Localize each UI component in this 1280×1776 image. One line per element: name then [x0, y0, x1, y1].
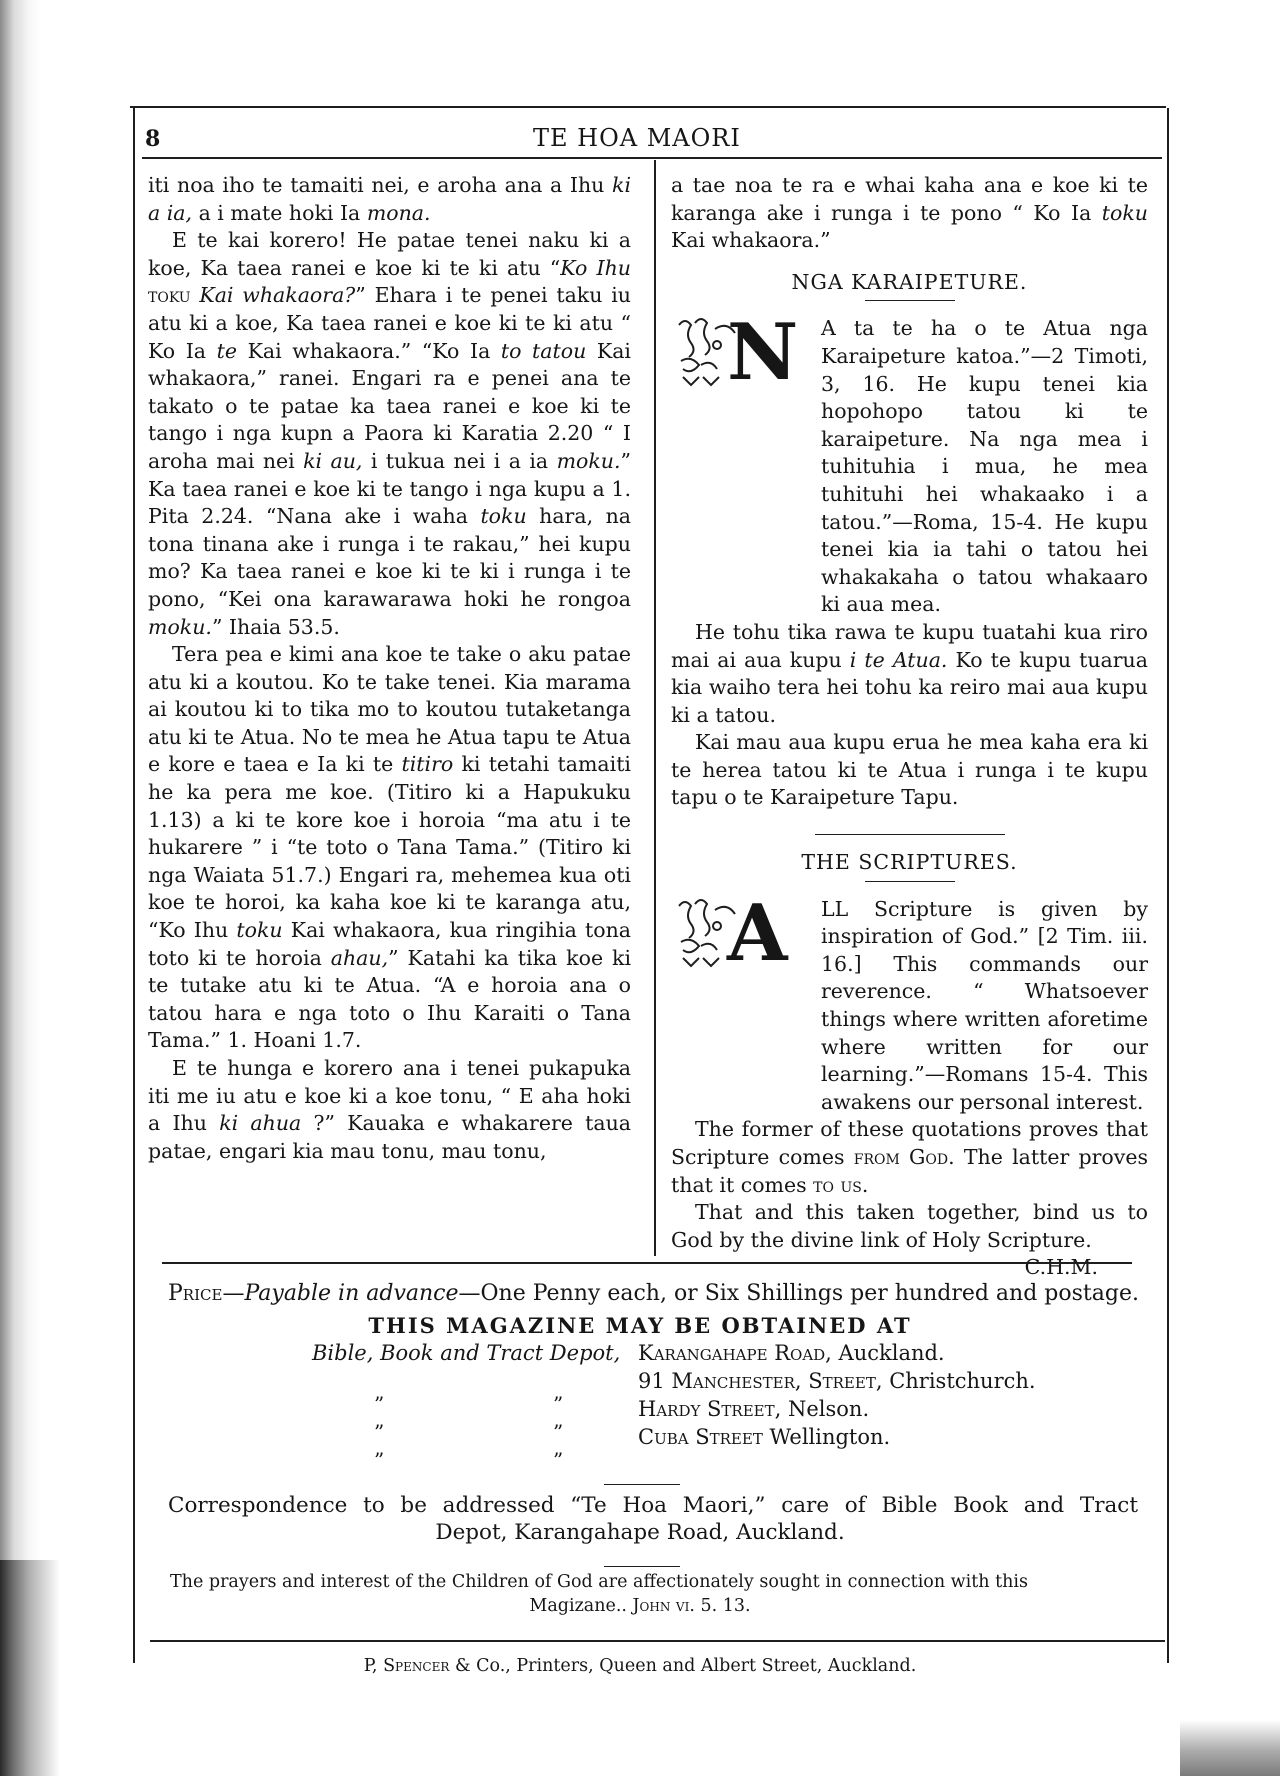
- paragraph: E te kai korero! He patae tenei naku ki a koe, Ka taea ranei e koe ki te ki atu “Ko Ihu toku Kai whakaora?” Ehara i te penei taku iu atu ki a koe, Ka taea ranei e koe ki te ki atu “ Ko Ia te Kai whakaora.” “Ko Ia to tatou Kai whakaora,” ranei. Engari ra e penei ana te takato o te patae ka taea ranei e koe ki te tango i nga kupn a Paora ki Karatia 2.20 “ I aroha mai nei ki au, i tukua nei i a ia moku.” Ka taea ranei e koe ki te tango i nga kupu a 1. Pita 2.24. “Nana ake i waha toku hara, na tona tinana ake i runga i te rakau,” hei kupu mo? Ka taea ranei e koe ki te ki i runga i te pono, “Kei ona karawarawa hoki he rongoa moku.” Ihaia 53.5.: [148, 228, 631, 639]
- footer-rule: [162, 1262, 1132, 1264]
- address-nelson: Hardy Street, Nelson.: [638, 1397, 870, 1421]
- paragraph: iti noa iho te tamaiti nei, e aroha ana a Ihu ki a ia, a i mate hoki Ia mona.: [148, 173, 631, 225]
- dropcap-letter: A: [727, 887, 788, 979]
- depot-label: Bible, Book and Tract Depot,: [312, 1341, 621, 1365]
- header-rule: [142, 157, 1162, 159]
- dropcap-text: A ta te ha o te Atua nga Karaipeture katoa.”—2 Timoti, 3, 16. He kupu tenei kia hopohopo tatou ki te karaipeture. Na nga mea i tuhituhia i mua, he mea tuhituhi hei whakaako i a tatou.”—Roma, 15-4. He kupu tenei kia ia tahi o tatou hei whakakaha o tatou whakaaro ki aua mea.: [821, 316, 1148, 617]
- dropcap-text: LL Scripture is given by inspiration of God.” [2 Tim. iii. 16.] This commands our reverence. “ Whatsoever things where written aforetime where written for our learning.”—Romans 15-4. This awakens our personal interest.: [821, 896, 1148, 1114]
- ditto-mark: ”: [374, 1392, 385, 1416]
- address-wellington: Cuba Street Wellington.: [638, 1425, 891, 1449]
- paragraph: Kai mau aua kupu erua he mea kaha era ki te herea tatou ki te Atua i runga i te kupu tapu o te Karaipeture Tapu.: [671, 730, 1148, 810]
- ditto-mark: ”: [374, 1448, 385, 1472]
- page-number: 8: [145, 126, 161, 152]
- paragraph: That and this taken together, bind us to God by the divine link of Holy Scripture.: [671, 1200, 1148, 1252]
- address-auckland: Karangahape Road, Auckland.: [638, 1341, 945, 1365]
- footer-rule-short: [604, 1566, 680, 1567]
- scan-edge-shadow: [0, 0, 42, 1776]
- ditto-mark: ”: [553, 1448, 564, 1472]
- correspondence-line: Correspondence to be addressed “Te Hoa Maori,” care of Bible Book and Tract: [168, 1493, 1138, 1518]
- address-christchurch: 91 Manchester, Street, Christchurch.: [638, 1369, 1036, 1393]
- paragraph: He tohu tika rawa te kupu tuatahi kua riro mai ai aua kupu i te Atua. Ko te kupu tuarua kia waiho tera hei tohu ka reiro mai aua kupu ki a tatou.: [671, 619, 1148, 727]
- top-rule: [130, 106, 1166, 108]
- column-divider: [654, 160, 656, 1256]
- correspondence-line: Depot, Karangahape Road, Auckland.: [435, 1520, 845, 1545]
- paragraph: E te hunga e korero ana i tenei pukapuka iti me iu atu e koe ki a koe tonu, “ E aha hoki a Ihu ki ahua ?” Kauaka e whakarere taua patae, engari kia mau tonu, mau tonu,: [148, 1056, 631, 1163]
- ornamental-dropcap-n: [671, 307, 811, 399]
- obtained-heading: THIS MAGAZINE MAY BE OBTAINED AT: [368, 1313, 912, 1338]
- prayers-line: Magizane.. John vi. 5. 13.: [529, 1596, 751, 1616]
- ornamental-dropcap-a: [671, 887, 811, 979]
- ditto-mark: ”: [553, 1392, 564, 1416]
- section-rule: [815, 834, 1005, 835]
- price-line: Price—Payable in advance—One Penny each, or Six Shillings per hundred and postage.: [168, 1281, 1139, 1306]
- section-title-the-scriptures: THE SCRIPTURES.: [801, 850, 1018, 875]
- paragraph: Tera pea e kimi ana koe te take o aku patae atu ki a koutou. Ko te take tenei. Kia marama ai koutou ki to tika mo to koutou tutaketanga atu ki te Atua. No te mea he Atua tapu te Atua e kore e taea e Ia ki te titiro ki tetahi tamaiti he ka pera me koe. (Titiro ki a Hapukuku 1.13) a ki te kore koe i horoia “ma atu i te hukarere ” i “te toto o Tana Tama.” (Titiro ki nga Waiata 51.7.) Engari ra, mehemea kua oti koe te horoi, ka kaha koe ki te karanga atu, “Ko Ihu toku Kai whakaora, kua ringihia tona toto ki te horoia ahau,” Katahi ka tika koe ki te tutake atu ki te Atua. “A e horoia ana o tatou hara e nga toto o Ihu Karaiti o Tana Tama.” 1. Hoani 1.7.: [148, 642, 631, 1053]
- printers-imprint: P, Spencer & Co., Printers, Queen and Albert Street, Auckland.: [363, 1656, 917, 1676]
- ditto-mark: ”: [553, 1420, 564, 1444]
- paragraph: a tae noa te ra e whai kaha ana e koe ki te karanga ake i runga i te pono “ Ko Ia toku Kai whakaora.”: [671, 173, 1148, 253]
- page-title: TE HOA MAORI: [533, 124, 741, 152]
- prayers-line: The prayers and interest of the Children of God are affectionately sought in connection with this: [170, 1572, 1028, 1592]
- paragraph: The former of these quotations proves that Scripture comes from God. The latter proves that it comes to us.: [671, 1117, 1148, 1197]
- signature: C.H.M.: [1024, 1255, 1098, 1280]
- right-column: [671, 172, 1148, 1282]
- section-title-nga-karaipeture: NGA KARAIPETURE.: [791, 269, 1028, 294]
- section-rule: [865, 881, 955, 882]
- dropcap-paragraph: [671, 887, 1148, 1117]
- dropcap-paragraph: [671, 307, 1148, 619]
- dropcap-letter: N: [727, 307, 799, 399]
- footer-rule: [150, 1640, 1165, 1642]
- ditto-mark: ”: [374, 1420, 385, 1444]
- footer-rule-short: [604, 1484, 680, 1485]
- section-rule: [865, 300, 955, 301]
- scan-edge-shadow-corner: [1180, 1720, 1280, 1776]
- left-column: [148, 172, 631, 1165]
